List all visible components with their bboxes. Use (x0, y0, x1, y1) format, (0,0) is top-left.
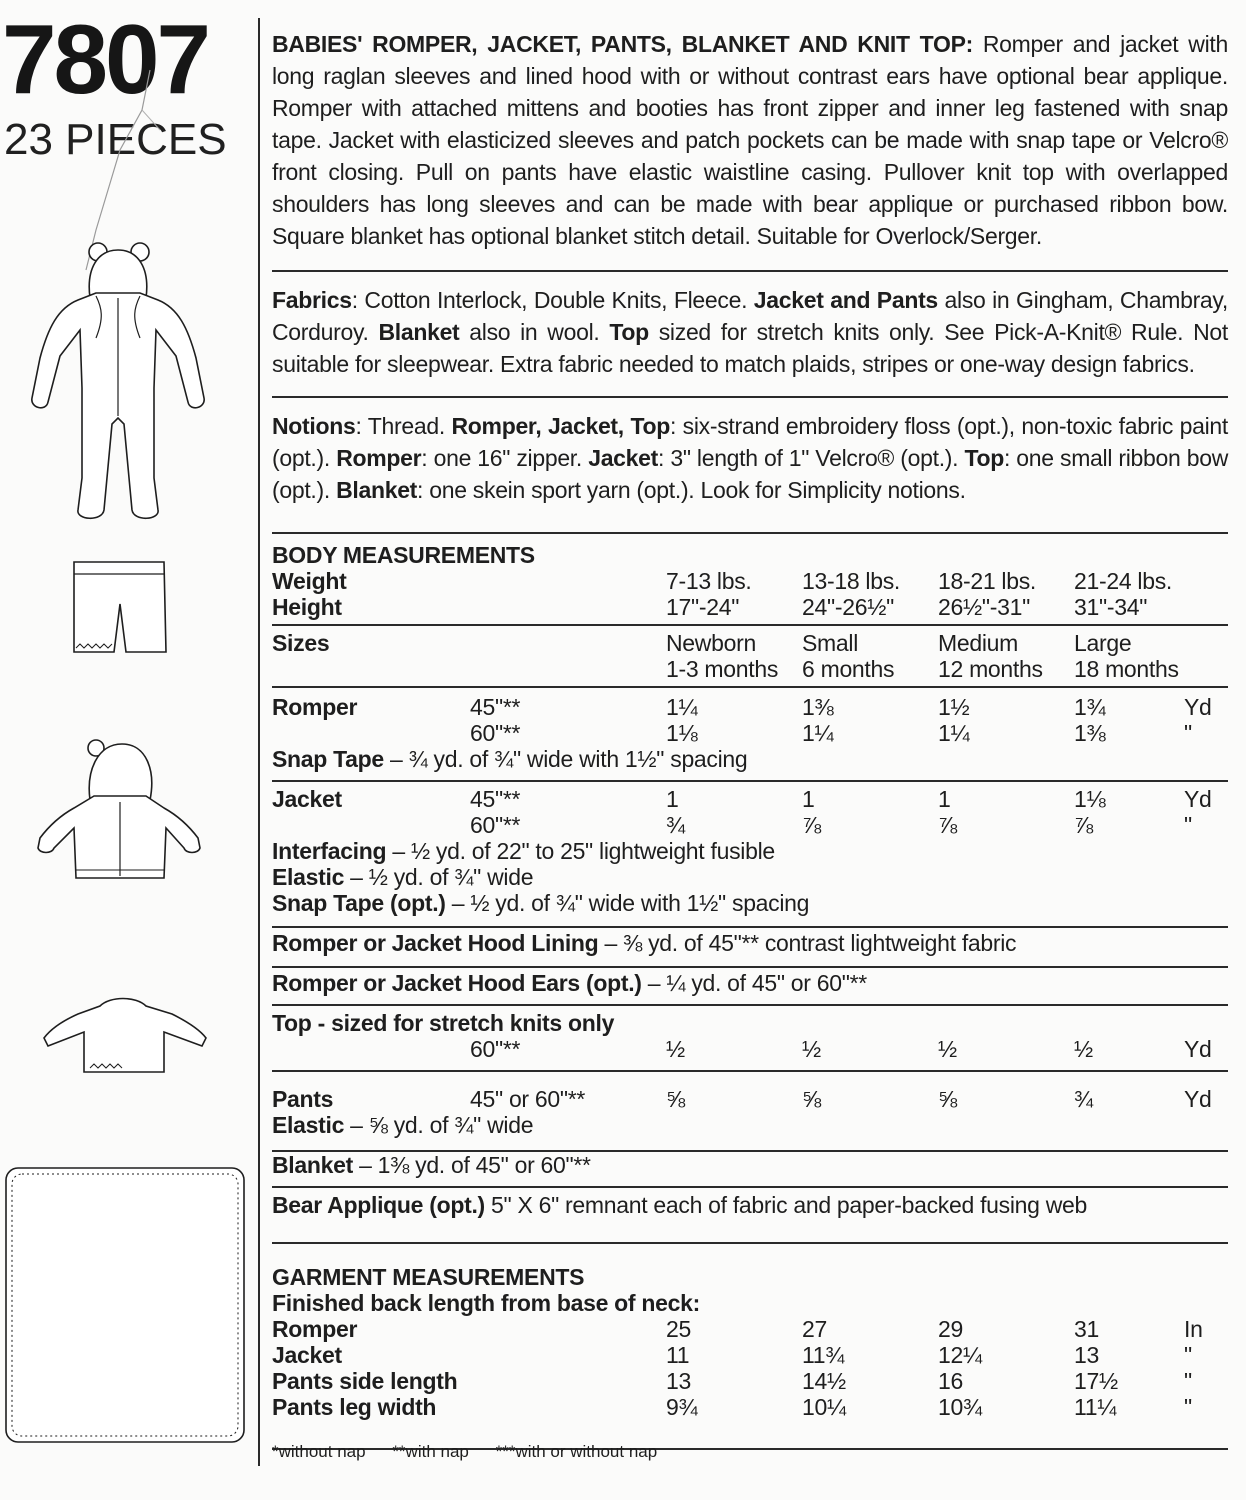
garment-row-label: Jacket (272, 1342, 342, 1368)
jacket-snap-tape (272, 890, 809, 916)
garment-value: 16 (938, 1368, 963, 1394)
height-value: 26½"-31" (938, 594, 1030, 620)
table-rule (272, 926, 1228, 928)
height-value: 24"-26½" (802, 594, 894, 620)
yardage-value: ⅞ (938, 812, 957, 838)
yardage-value: 1⅜ (802, 694, 834, 720)
garment-subheading: Finished back length from base of neck: (272, 1290, 700, 1316)
fabrics-label: Fabrics (272, 287, 352, 313)
romper-label: Romper (272, 694, 358, 720)
garment-value: 13 (666, 1368, 691, 1394)
yardage-value: ⅝ (666, 1086, 685, 1112)
fabrics-text: also in Gingham, Chambray, Corduroy. (272, 287, 1229, 345)
section-divider (272, 270, 1228, 272)
footnote: ***with or without nap (495, 1442, 658, 1461)
jacket-illustration (30, 730, 210, 890)
pants-illustration (68, 556, 178, 664)
notions-text: : 3" length of 1" Velcro® (opt.). (658, 445, 965, 471)
fabric-width: 45"** (470, 694, 521, 720)
garment-value: 14½ (802, 1368, 846, 1394)
table-rule (272, 780, 1228, 782)
weight-value: 13-18 lbs. (802, 568, 901, 594)
yardage-value: ¾ (1074, 1086, 1093, 1112)
garment-value: 25 (666, 1316, 691, 1342)
elastic-text: – ½ yd. of ¾" wide (344, 864, 534, 890)
fabrics-text: also in wool. (459, 319, 610, 345)
size-age: 6 months (802, 656, 895, 682)
fabric-width: 60"** (470, 1036, 521, 1062)
elastic-label: Elastic (272, 864, 345, 890)
garment-value: 10¾ (938, 1394, 982, 1420)
fabrics-bold: Jacket and Pants (753, 287, 938, 313)
unit-label: Yd (1184, 1036, 1212, 1062)
fabric-width: 60"** (470, 720, 521, 746)
footnote: *without nap (272, 1442, 366, 1461)
hood-lining-text: – ⅜ yd. of 45"** contrast lightweight fabric (598, 930, 1017, 956)
unit-label: " (1184, 720, 1192, 746)
yardage-value: ⅝ (802, 1086, 821, 1112)
table-rule (272, 1186, 1228, 1188)
yardage-value: 1⅜ (1074, 720, 1106, 746)
elastic-label: Elastic (272, 1112, 345, 1138)
garment-row-label: Pants leg width (272, 1394, 437, 1420)
bear-applique-label: Bear Applique (opt.) (272, 1192, 485, 1218)
jacket-label: Jacket (272, 786, 342, 812)
body-measurements-heading: BODY MEASUREMENTS (272, 542, 535, 568)
notions-text: : one 16" zipper. (421, 445, 589, 471)
table-rule (272, 1070, 1228, 1072)
size-name: Large (1074, 630, 1132, 656)
garment-value: 17½ (1074, 1368, 1118, 1394)
yardage-value: 1¾ (1074, 694, 1106, 720)
hood-ears-row (272, 970, 867, 996)
yardage-value: ½ (666, 1036, 685, 1062)
size-name: Small (802, 630, 859, 656)
yardage-value: ⅞ (802, 812, 821, 838)
height-label: Height (272, 594, 342, 620)
unit-label: Yd (1184, 1086, 1212, 1112)
weight-value: 21-24 lbs. (1074, 568, 1173, 594)
garment-value: 12¼ (938, 1342, 982, 1368)
jacket-elastic (272, 864, 533, 890)
snap-tape-text: – ¾ yd. of ¾" wide with 1½" spacing (383, 746, 748, 772)
footnote: **with nap (392, 1442, 469, 1461)
yardage-value: ½ (802, 1036, 821, 1062)
size-age: 18 months (1074, 656, 1179, 682)
fabrics-paragraph (272, 284, 1228, 380)
description-title: BABIES' ROMPER, JACKET, PANTS, BLANKET AND KNIT TOP: (272, 31, 973, 57)
interfacing-text: – ½ yd. of 22" to 25" lightweight fusible (386, 838, 775, 864)
sizes-label: Sizes (272, 630, 330, 656)
section-divider (272, 396, 1228, 398)
yardage-value: 1 (802, 786, 815, 812)
blanket-illustration (0, 1164, 250, 1446)
footnotes (272, 1442, 679, 1462)
column-divider (258, 18, 260, 1466)
fabric-width: 45"** (470, 786, 521, 812)
pants-label: Pants (272, 1086, 334, 1112)
size-name: Medium (938, 630, 1019, 656)
pants-elastic (272, 1112, 533, 1138)
yardage-value: 1 (666, 786, 679, 812)
weight-value: 7-13 lbs. (666, 568, 752, 594)
pattern-number: 7807 (2, 4, 209, 114)
table-rule (272, 624, 1228, 626)
notions-text: : one small ribbon bow (opt.). (272, 445, 1229, 503)
notions-text: : six-strand embroidery floss (opt.), non-toxic fabric paint (opt.). (272, 413, 1228, 471)
unit-label: " (1184, 1342, 1192, 1368)
size-age: 1-3 months (666, 656, 779, 682)
notions-text: : one skein sport yarn (opt.). Look for Simplicity notions. (417, 477, 966, 503)
height-value: 17"-24" (666, 594, 740, 620)
garment-row-label: Romper (272, 1316, 358, 1342)
hood-lining-label: Romper or Jacket Hood Lining (272, 930, 599, 956)
size-age: 12 months (938, 656, 1043, 682)
weight-label: Weight (272, 568, 347, 594)
knit-top-illustration (40, 990, 210, 1080)
unit-label: Yd (1184, 694, 1212, 720)
yardage-value: ¾ (666, 812, 685, 838)
yardage-value: 1½ (938, 694, 970, 720)
unit-label: " (1184, 1368, 1192, 1394)
garment-row-label: Pants side length (272, 1368, 458, 1394)
romper-illustration (18, 238, 218, 538)
garment-value: 9¾ (666, 1394, 698, 1420)
section-divider (272, 532, 1228, 534)
yardage-value: ½ (1074, 1036, 1093, 1062)
snap-tape-label: Snap Tape (opt.) (272, 890, 446, 916)
notions-bold: Top (964, 445, 1005, 471)
fabric-width: 45" or 60"** (470, 1086, 586, 1112)
top-label: Top - sized for stretch knits only (272, 1010, 615, 1036)
fabrics-text: sized for stretch knits only. See Pick-A-Knit® Rule. Not suitable for sleepwear. Extra fabric needed to match plaids, stripes or one-way design fabrics. (272, 319, 1228, 377)
fabrics-bold: Blanket (378, 319, 460, 345)
romper-snap-tape (272, 746, 747, 772)
notions-label: Notions (272, 413, 356, 439)
hood-lining-row (272, 930, 1016, 956)
snap-tape-label: Snap Tape (272, 746, 384, 772)
weight-value: 18-21 lbs. (938, 568, 1037, 594)
yardage-value: 1¼ (938, 720, 970, 746)
unit-label: " (1184, 812, 1192, 838)
unit-label: Yd (1184, 786, 1212, 812)
notions-bold: Romper (336, 445, 422, 471)
garment-value: 27 (802, 1316, 827, 1342)
fabrics-bold: Top (609, 319, 649, 345)
elastic-text: – ⅝ yd. of ¾" wide (344, 1112, 534, 1138)
fabrics-text: : Cotton Interlock, Double Knits, Fleece. (351, 287, 754, 313)
yardage-value: 1¼ (802, 720, 834, 746)
table-rule (272, 686, 1228, 688)
yardage-value: ⅞ (1074, 812, 1093, 838)
garment-value: 11 (666, 1342, 690, 1368)
description-text: Romper and jacket with long raglan sleeves and lined hood with or without contrast ears have optional bear applique. Romper with attached mittens and booties has front zipper and inner leg fastened with snap tape. Jacket with elasticized sleeves and patch pockets can be made with snap tape or Velcro® front closing. Pull on pants have elastic waistline casing. Pullover knit top with overlapped shoulders has long sleeves and can be made with bear applique or purchased ribbon bow. Square blanket has optional blanket stitch detail. Suitable for Overlock/Serger. (272, 31, 1228, 249)
blanket-text: – 1⅜ yd. of 45" or 60"** (352, 1152, 591, 1178)
table-rule (272, 1004, 1228, 1006)
description-paragraph (272, 28, 1228, 252)
fabric-width: 60"** (470, 812, 521, 838)
measurement-table (272, 542, 1228, 1420)
yardage-value: ½ (938, 1036, 957, 1062)
snap-tape-text: – ½ yd. of ¾" wide with 1½" spacing (445, 890, 810, 916)
blanket-label: Blanket (272, 1152, 353, 1178)
hood-ears-text: – ¼ yd. of 45" or 60"** (641, 970, 867, 996)
unit-label: In (1184, 1316, 1203, 1342)
yardage-value: ⅝ (938, 1086, 957, 1112)
hood-ears-label: Romper or Jacket Hood Ears (opt.) (272, 970, 642, 996)
notions-paragraph (272, 410, 1228, 506)
yardage-value: 1⅛ (1074, 786, 1106, 812)
bear-applique-text: 5" X 6" remnant each of fabric and paper-backed fusing web (484, 1192, 1088, 1218)
yardage-value: 1 (938, 786, 951, 812)
notions-text: : Thread. (355, 413, 452, 439)
unit-label: " (1184, 1394, 1192, 1420)
table-rule (272, 1242, 1228, 1244)
notions-bold: Jacket (588, 445, 659, 471)
garment-value: 31 (1074, 1316, 1099, 1342)
yardage-value: 1⅛ (666, 720, 698, 746)
garment-value: 11¼ (1074, 1394, 1117, 1420)
garment-value: 10¼ (802, 1394, 846, 1420)
garment-value: 11¾ (802, 1342, 845, 1368)
pattern-info (272, 28, 1228, 1420)
notions-bold: Blanket (336, 477, 418, 503)
jacket-interfacing (272, 838, 775, 864)
notions-bold: Romper, Jacket, Top (451, 413, 670, 439)
table-rule (272, 966, 1228, 968)
garment-measurements-heading: GARMENT MEASUREMENTS (272, 1264, 585, 1290)
yardage-value: 1¼ (666, 694, 698, 720)
height-value: 31"-34" (1074, 594, 1148, 620)
bear-applique-row (272, 1192, 1087, 1218)
garment-value: 13 (1074, 1342, 1099, 1368)
piece-count: 23 PIECES (4, 115, 227, 164)
interfacing-label: Interfacing (272, 838, 387, 864)
garment-value: 29 (938, 1316, 963, 1342)
blanket-row (272, 1152, 591, 1178)
size-name: Newborn (666, 630, 756, 656)
